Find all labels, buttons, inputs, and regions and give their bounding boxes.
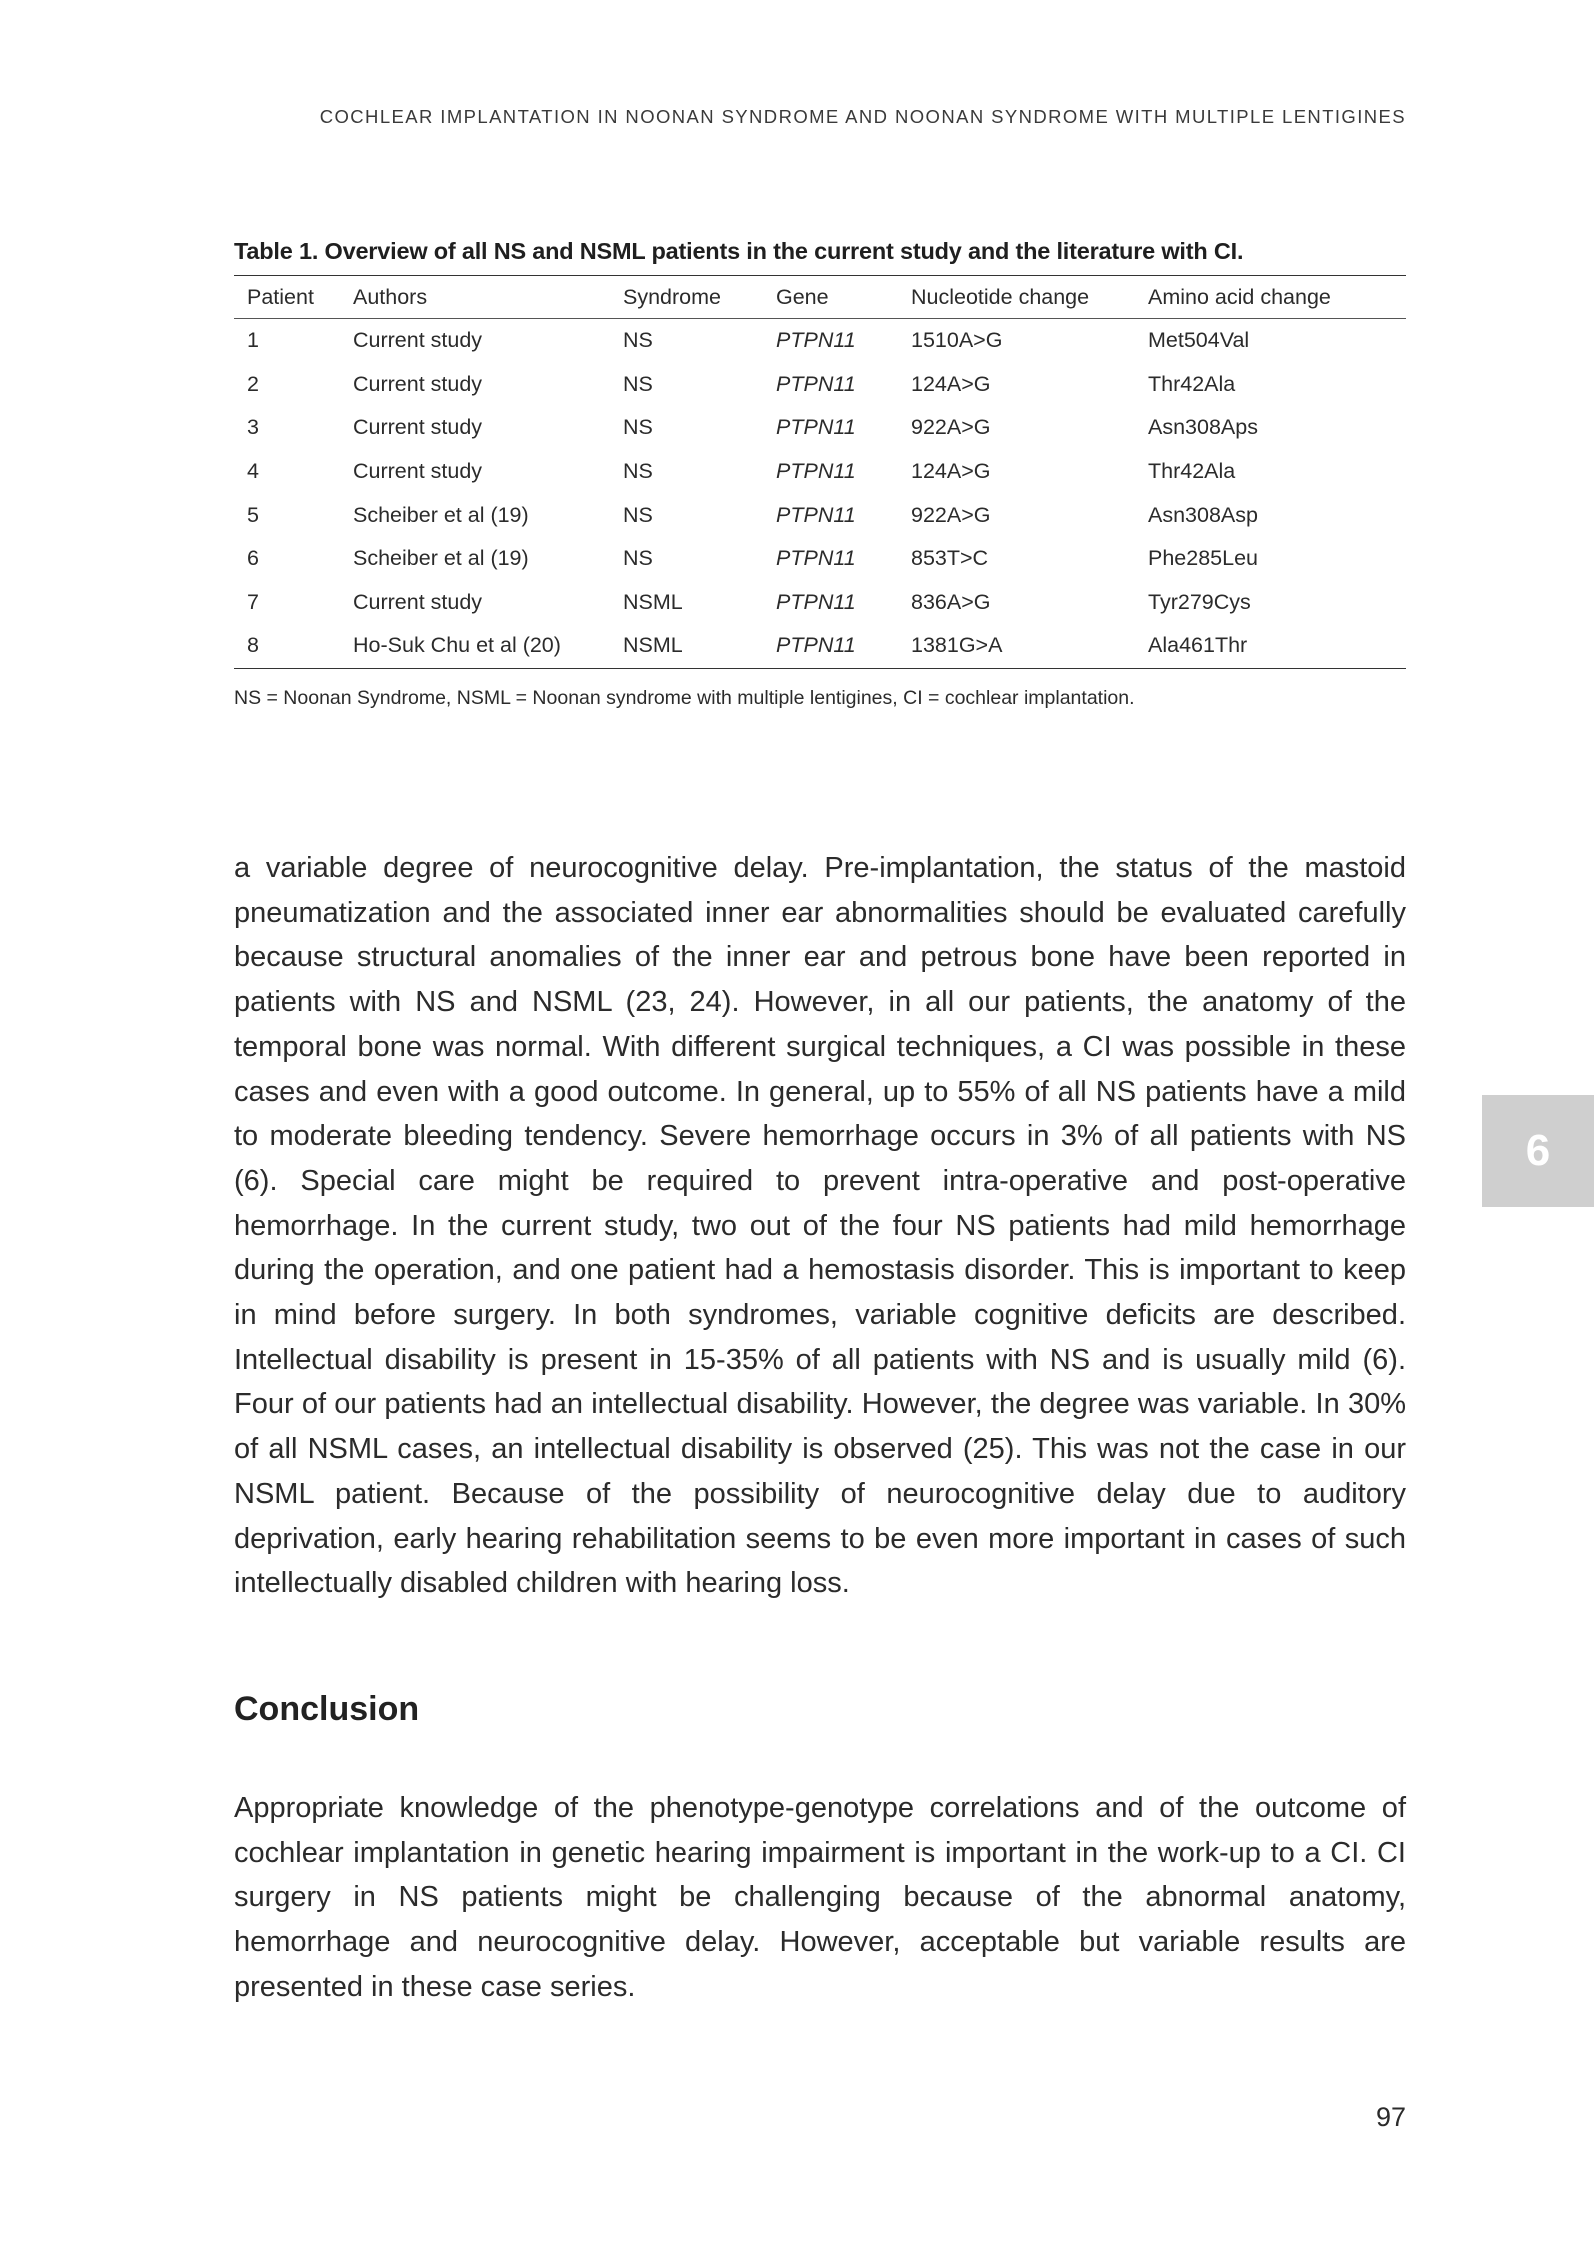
body-paragraph: a variable degree of neurocognitive delay. Pre-implantation, the status of the mastoid pneumatization and the associated inner ear abnormalities should be evaluated carefully because structural anomalies of the inner ear and petrous bone have been reported in patients with NS and NSML (23, 24). However, in all our patients, the anatomy of the temporal bone was normal. With different surgical techniques, a CI was possible in these cases and even with a good outcome. In general, up to 55% of all NS patients have a mild to moderate bleeding tendency. Severe hemorrhage occurs in 3% of all patients with NS (6). Special care might be required to prevent intra-operative and post-operative hemorrhage. In the current study, two out of the four NS patients had mild hemorrhage during the operation, and one patient had a hemostasis disorder. This is important to keep in mind before surgery. In both syndromes, variable cognitive deficits are described. Intellectual disability is present in 15-35% of all patients with NS and is usually mild (6). Four of our patients had an intellectual disability. However, the degree was variable. In 30% of all NSML cases, an intellectual disability is observed (25). This was not the case in our NSML patient. Because of the possibility of neurocognitive delay due to auditory deprivation, early hearing rehabilitation seems to be even more important in cases of such intellectually disabled children with hearing loss. [234, 852, 1406, 1600]
cell-gene: PTPN11 [776, 589, 856, 614]
cell-gene: PTPN11 [776, 624, 911, 668]
table-row [234, 493, 1406, 537]
cell-gene: PTPN11 [776, 328, 856, 353]
table-row [234, 624, 1406, 668]
table-row [234, 406, 1406, 450]
cell-nucleotide-change: 922A>G [911, 502, 991, 527]
cell-patient: 7 [247, 589, 259, 614]
cell-amino-acid-change: Tyr279Cys [1148, 589, 1251, 614]
cell-gene: PTPN11 [776, 415, 856, 440]
header-amino-acid-change: Amino acid change [1148, 276, 1406, 319]
cell-syndrome: NS [623, 328, 653, 353]
table-block [234, 238, 1406, 710]
cell-patient: 8 [234, 624, 353, 668]
cell-gene: PTPN11 [776, 502, 856, 527]
cell-authors: Ho-Suk Chu et al (20) [353, 624, 623, 668]
header-gene: Gene [776, 276, 911, 319]
table-row [234, 363, 1406, 407]
cell-amino-acid-change: Thr42Ala [1148, 371, 1236, 396]
cell-syndrome: NS [623, 415, 653, 440]
conclusion-paragraph: Appropriate knowledge of the phenotype-genotype correlations and of the outcome of cochlear implantation in genetic hearing impairment is important in the work-up to a CI. CI surgery in NS patients might be challenging because of the abnormal anatomy, hemorrhage and neurocognitive delay. However, acceptable but variable results are presented in these case series. [234, 1792, 1406, 2003]
table-header-row [234, 276, 1406, 319]
cell-nucleotide-change: 922A>G [911, 415, 991, 440]
cell-syndrome: NS [623, 546, 653, 571]
page-number: 97 [1375, 2102, 1406, 2132]
section-heading-conclusion: Conclusion [234, 1690, 420, 1728]
patient-table [234, 275, 1406, 669]
cell-authors: Current study [353, 415, 483, 440]
cell-authors: Current study [353, 328, 483, 353]
cell-patient: 3 [247, 415, 259, 440]
cell-authors: Scheiber et al (19) [353, 502, 529, 527]
cell-patient: 6 [247, 546, 259, 571]
header-authors: Authors [353, 276, 623, 319]
cell-gene: PTPN11 [776, 371, 856, 396]
chapter-tab: 6 [1482, 1095, 1594, 1207]
cell-gene: PTPN11 [776, 546, 856, 571]
cell-syndrome: NS [623, 459, 653, 484]
cell-nucleotide-change: 124A>G [911, 371, 991, 396]
header-patient: Patient [234, 276, 353, 319]
header-nucleotide-change: Nucleotide change [911, 276, 1148, 319]
cell-authors: Current study [353, 459, 483, 484]
cell-nucleotide-change: 124A>G [911, 459, 991, 484]
cell-gene: PTPN11 [776, 459, 856, 484]
cell-patient: 5 [247, 502, 259, 527]
cell-authors: Scheiber et al (19) [353, 546, 529, 571]
cell-patient: 2 [247, 371, 259, 396]
cell-patient: 1 [247, 328, 259, 353]
cell-syndrome: NS [623, 502, 653, 527]
table-caption: Table 1. Overview of all NS and NSML patients in the current study and the literature with CI. [234, 238, 1244, 264]
running-header: COCHLEAR IMPLANTATION IN NOONAN SYNDROME AND NOONAN SYNDROME WITH MULTIPLE LENTIGINES [319, 106, 1406, 127]
cell-nucleotide-change: 1381G>A [911, 624, 1148, 668]
table-footnote: NS = Noonan Syndrome, NSML = Noonan syndrome with multiple lentigines, CI = cochlear implantation. [234, 686, 1135, 709]
cell-amino-acid-change: Asn308Aps [1148, 415, 1258, 440]
table-row [234, 581, 1406, 625]
cell-patient: 4 [247, 459, 259, 484]
cell-authors: Current study [353, 589, 483, 614]
cell-nucleotide-change: 1510A>G [911, 328, 1003, 353]
cell-amino-acid-change: Phe285Leu [1148, 546, 1258, 571]
table-row [234, 537, 1406, 581]
table-row [234, 450, 1406, 494]
cell-nucleotide-change: 853T>C [911, 546, 989, 571]
table-row [234, 319, 1406, 363]
cell-syndrome: NSML [623, 624, 776, 668]
cell-nucleotide-change: 836A>G [911, 589, 991, 614]
cell-amino-acid-change: Asn308Asp [1148, 502, 1258, 527]
cell-amino-acid-change: Met504Val [1148, 328, 1250, 353]
cell-amino-acid-change: Ala461Thr [1148, 624, 1406, 668]
cell-syndrome: NS [623, 371, 653, 396]
cell-amino-acid-change: Thr42Ala [1148, 459, 1236, 484]
header-syndrome: Syndrome [623, 276, 776, 319]
cell-authors: Current study [353, 371, 483, 396]
cell-syndrome: NSML [623, 589, 683, 614]
